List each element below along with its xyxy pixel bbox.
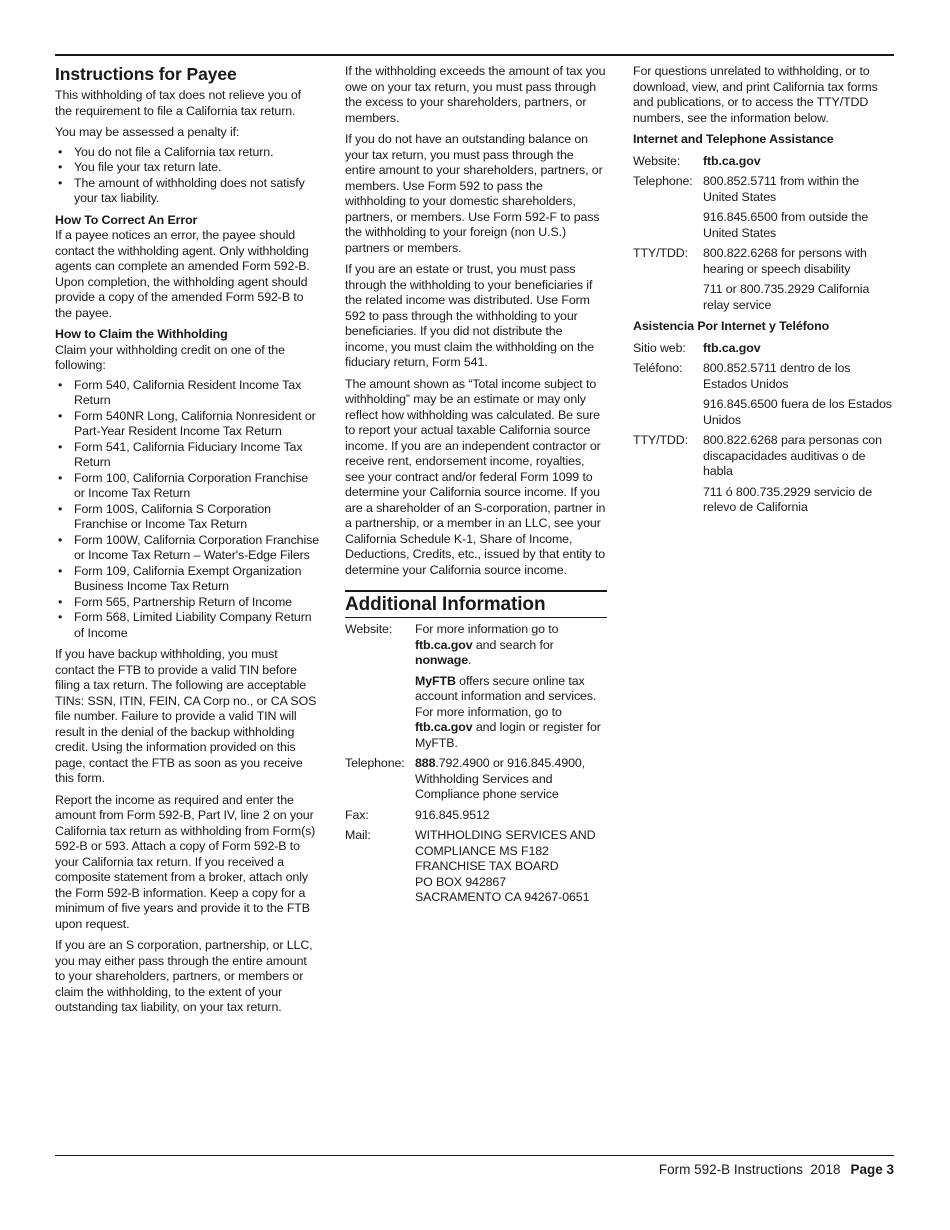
ftb-link[interactable]: ftb.ca.gov [703,340,761,355]
myftb-label: MyFTB [415,673,456,688]
forms-list [55,378,319,642]
paragraph: If the withholding exceeds the amount of tax you owe on your tax return, you must pass through the excess to your shareholders, partners, or members. [345,64,606,125]
es-website-row: Sitio web: ftb.ca.gov [633,341,895,357]
ftb-link[interactable]: ftb.ca.gov [703,153,761,168]
column-left [55,64,319,1022]
paragraph: If you are an S corporation, partnership, or LLC, you may either pass through the entire amount to your shareholders, partners, or members or claim the withholding, to the extent of your outstanding tax liability, on your tax return. [55,938,313,1014]
subheading-claim-withholding: How to Claim the Withholding [55,327,228,341]
subheading-correct-error: How To Correct An Error [55,212,198,227]
es-tty-2: 711 ó 800.735.2929 servicio de relevo de California [703,484,872,514]
website-label: Website: [345,622,393,636]
page-number: Page 3 [850,1162,894,1177]
es-tty-row: TTY/TDD: 800.822.6268 para personas con discapacidades auditivas o de habla [633,433,882,478]
paragraph: This withholding of tax does not relieve you of the requirement to file a California tax return. [55,88,302,118]
website-row [345,622,607,669]
fax-row [345,808,607,824]
list-item: • Form 100, California Corporation Franchise or Income Tax Return [55,471,319,502]
en-website-row: Website: ftb.ca.gov [633,154,895,170]
list-item: • Form 540NR Long, California Nonresident or Part-Year Resident Income Tax Return [55,409,319,440]
paragraph: You may be assessed a penalty if: [55,125,240,139]
ftb-link[interactable]: ftb.ca.gov [415,637,473,652]
ftb-link[interactable]: ftb.ca.gov [415,720,473,734]
paragraph: If a payee notices an error, the payee should contact the withholding agent. Only withholding agents can complete an amended Form 592-B. Upon completion, the withholding agent should provide a copy of the amended Form 592-B to the payee. [55,228,310,320]
list-item: • Form 100S, California S Corporation Franchise or Income Tax Return [55,502,319,533]
list-item: • You file your tax return late. [55,160,319,176]
telephone-label: Telephone: [345,756,405,770]
section-title-additional-info: Additional Information [345,590,607,618]
list-item: • You do not file a California tax return. [55,145,319,161]
list-item: • Form 541, California Fiduciary Income Tax Return [55,440,319,471]
telephone-value: 888.792.4900 or 916.845.4900, Withholding Services and Compliance phone service [415,756,586,801]
paragraph: If you do not have an outstanding balance on your tax return, you must pass through the entire amount to your shareholders, partners, or members. Use Form 592 to pass the withholding to your domestic shareholders, partners, or members. Use Form 592-F to pass the withholding to your foreign (non U.S.) partners or members. [345,132,603,255]
list-item: • Form 540, California Resident Income Tax Return [55,378,319,409]
top-rule [55,54,894,56]
es-telephone-row: Teléfono: 800.852.5711 dentro de los Estados Unidos [633,361,851,391]
en-tty-row: TTY/TDD: 800.822.6268 for persons with hearing or speech disability [633,246,867,276]
mail-row [345,828,607,906]
mail-address: WITHHOLDING SERVICES AND COMPLIANCE MS F182 FRANCHISE TAX BOARD PO BOX 942867 SACRAMENTO CA 94267-0651 [415,828,596,904]
form-label: Form 592-B Instructions 2018 [658,1162,841,1177]
myftb-text: MyFTB offers secure online tax account information and services. For more information, go to ftb.ca.gov and login or register for MyFTB. [415,673,601,750]
es-telephone-2: 916.845.6500 fuera de los Estados Unidos [703,397,892,427]
section-title-instructions: Instructions for Payee [55,64,237,84]
fax-label: Fax: [345,807,369,822]
list-item: • Form 568, Limited Liability Company Return of Income [55,610,319,641]
paragraph: If you have backup withholding, you must contact the FTB to provide a valid TIN before filing a tax return. The following are acceptable TINs: SSN, ITIN, FEIN, CA Corp no., or CA SOS file number. Failure to provide a valid TIN will result in the denial of the backup withholding credit. Using the information provided on this page, contact the FTB as soon as you receive this form. [55,647,317,785]
list-item: • Form 565, Partnership Return of Income [55,595,319,611]
mail-label: Mail: [345,828,371,842]
fax-value: 916.845.9512 [415,807,490,822]
list-item: • The amount of withholding does not satisfy your tax liability. [55,176,319,207]
paragraph: For questions unrelated to withholding, or to download, view, and print California tax forms and publications, or to access the TTY/TDD numbers, see the information below. [633,64,878,125]
page-footer [659,1162,894,1177]
en-telephone-row: Telephone: 800.852.5711 from within the United States [633,174,860,204]
en-tty-2: 711 or 800.735.2929 California relay service [703,282,870,312]
list-item: • Form 109, California Exempt Organization Business Income Tax Return [55,564,319,595]
en-telephone-2: 916.845.6500 from outside the United States [703,210,869,240]
nonwage-keyword: nonwage [415,653,468,667]
paragraph: If you are an estate or trust, you must pass through the withholding to your beneficiaries if the related income was distributed. Use Form 592 to pass through the withholding to your beneficiaries. If you did not distribute the income, you must claim the withholding on the fiduciary return, Form 541. [345,262,594,369]
column-right [633,64,895,521]
telephone-row [345,756,607,803]
paragraph: Claim your withholding credit on one of the following: [55,342,285,372]
subheading-asistencia: Asistencia Por Internet y Teléfono [633,319,830,333]
column-middle [345,64,607,911]
subheading-internet-telephone: Internet and Telephone Assistance [633,132,834,146]
website-value: For more information go to ftb.ca.gov and search for nonwage. [415,622,559,667]
paragraph: The amount shown as “Total income subject to withholding” may be an estimate or may only reflect how withholding was calculated. Be sure to report your actual taxable California source income. If you are an independent contractor or receive rent, endorsement income, royalties, see your contract and/or federal Form 1099 to determine your California source income. If you are a shareholder of an S-corporation, partner in a partnership, or a member in an LLC, see your California Schedule K-1, Share of Income, Deductions, Credits, etc., issued by that entity to determine your California source income. [345,376,606,577]
penalty-list [55,145,319,207]
bottom-rule [55,1155,894,1156]
paragraph: Report the income as required and enter the amount from Form 592-B, Part IV, line 2 on your California tax return as withholding from Form(s) 592-B or 593. Attach a copy of Form 592-B to your California tax return. If you received a composite statement from a broker, attach only the Form 592-B information. Keep a copy for a minimum of five years and provide it to the FTB upon request. [55,792,316,931]
list-item: • Form 100W, California Corporation Franchise or Income Tax Return – Water's-Edge Filers [55,533,319,564]
